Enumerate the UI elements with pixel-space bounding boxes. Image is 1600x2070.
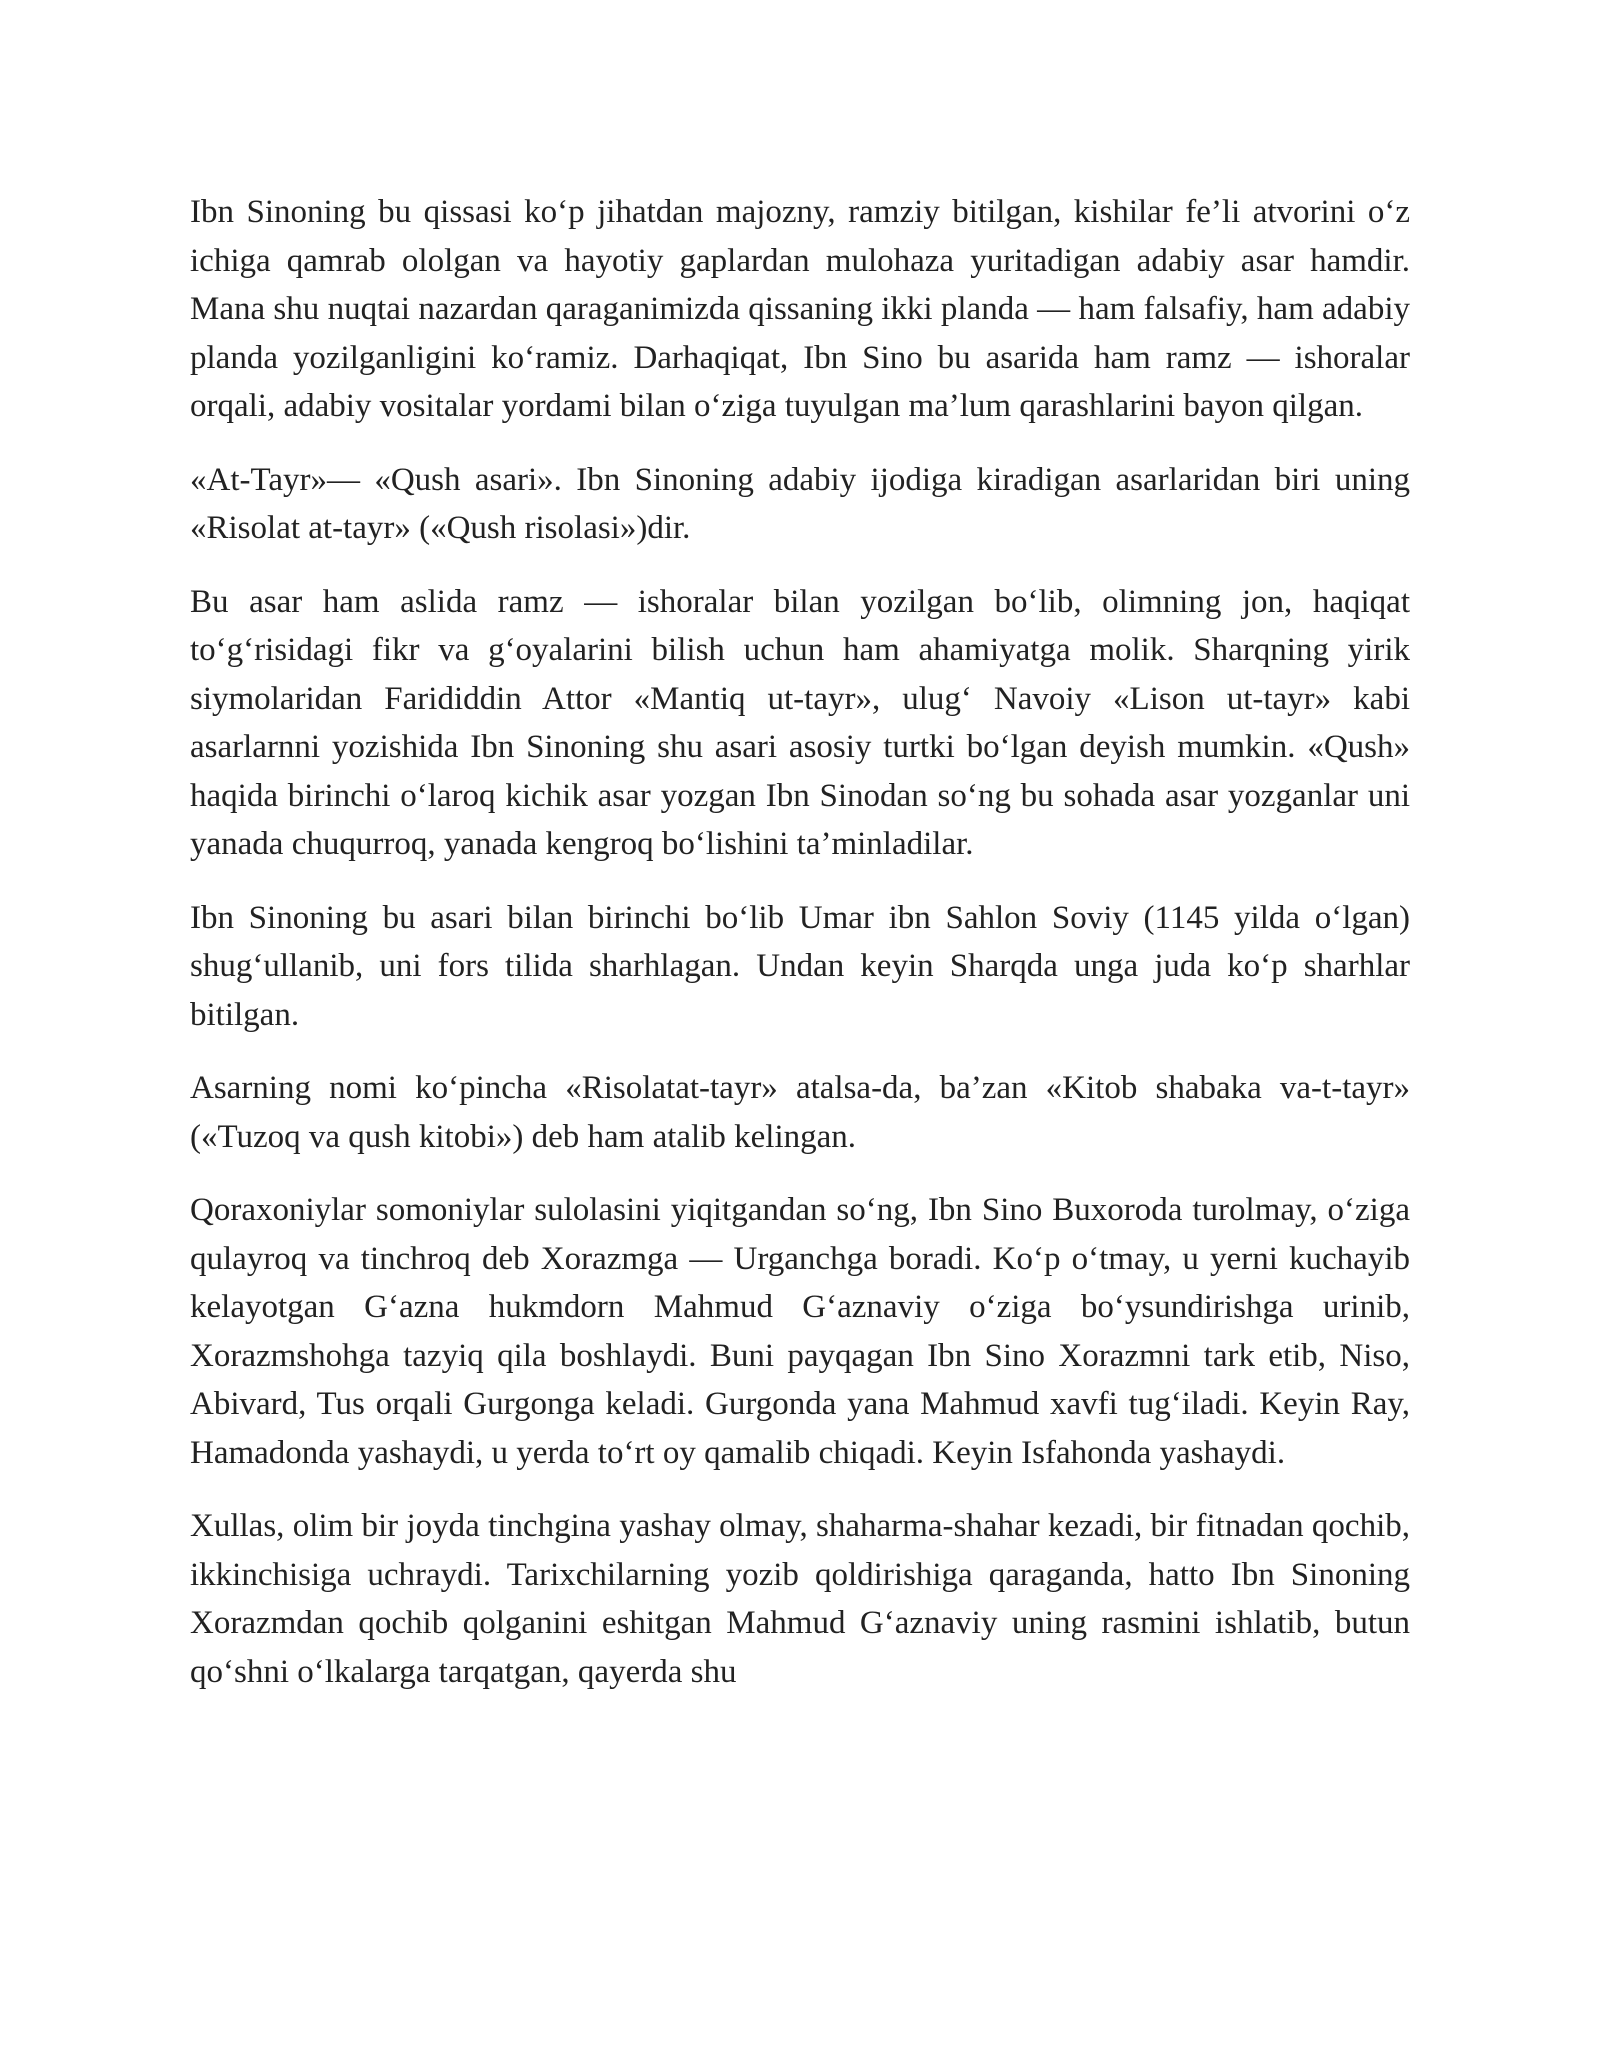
paragraph-2: «At-Tayr»— «Qush asari». Ibn Sinoning adabiy ijodiga kiradigan asarlaridan biri uning «Risolat at-tayr» («Qush risolasi»)dir.: [190, 461, 1410, 546]
document-page: [190, 188, 1410, 1721]
paragraph-6: Qoraxoniylar somoniylar sulolasini yiqitgandan so‘ng, Ibn Sino Buxoroda turolmay, o‘ziga qulayroq va tinchroq deb Xorazmga — Urganchga boradi. Ko‘p o‘tmay, u yerni kuchayib kelayotgan G‘azna hukmdorn Mahmud G‘aznaviy o‘ziga bo‘ysundirishga urinib, Xorazmshohga tazyiq qila boshlaydi. Buni payqagan Ibn Sino Xorazmni tark etib, Niso, Abivard, Tus orqali Gurgonga keladi. Gurgonda yana Mahmud xavfi tug‘iladi. Keyin Ray, Hamadonda yashaydi, u yerda to‘rt oy qamalib chiqadi. Keyin Isfahonda yashaydi.: [190, 1192, 1410, 1471]
paragraph-1: Ibn Sinoning bu qissasi ko‘p jihatdan majozny, ramziy bitilgan, kishilar fe’li atvorini o‘z ichiga qamrab ololgan va hayotiy gaplardan mulohaza yuritadigan adabiy asar hamdir. Mana shu nuqtai nazardan qaraganimizda qissaning ikki planda — ham falsafiy, ham adabiy planda yozilganligini ko‘ramiz. Darhaqiqat, Ibn Sino bu asarida ham ramz — ishoralar orqali, adabiy vositalar yordami bilan o‘ziga tuyulgan ma’lum qarashlarini bayon qilgan.: [190, 194, 1410, 424]
paragraph-7: Xullas, olim bir joyda tinchgina yashay olmay, shaharma-shahar kezadi, bir fitnadan qochib, ikkinchisiga uchraydi. Tarixchilarning yozib qoldirishiga qaraganda, hatto Ibn Sinoning Xorazmdan qochib qolganini eshitgan Mahmud G‘aznaviy uning rasmini ishlatib, butun qo‘shni o‘lkalarga tarqatgan, qayerda shu: [190, 1508, 1410, 1690]
paragraph-5: Asarning nomi ko‘pincha «Risolatat-tayr» atalsa-da, ba’zan «Kitob shabaka va-t-tayr» («Tuzoq va qush kitobi») deb ham atalib kelingan.: [190, 1070, 1410, 1155]
paragraph-3: Bu asar ham aslida ramz — ishoralar bilan yozilgan bo‘lib, olimning jon, haqiqat to‘g‘risidagi fikr va g‘oyalarini bilish uchun ham ahamiyatga molik. Sharqning yirik siymolaridan Farididdin Attor «Mantiq ut-tayr», ulug‘ Navoiy «Lison ut-tayr» kabi asarlarnni yozishida Ibn Sinoning shu asari asosiy turtki bo‘lgan deyish mumkin. «Qush» haqida birinchi o‘laroq kichik asar yozgan Ibn Sinodan so‘ng bu sohada asar yozganlar uni yanada chuqurroq, yanada kengroq bo‘lishini ta’minladilar.: [190, 583, 1410, 862]
paragraph-4: Ibn Sinoning bu asari bilan birinchi bo‘lib Umar ibn Sahlon Soviy (1145 yilda o‘lgan) shug‘ullanib, uni fors tilida sharhlagan. Undan keyin Sharqda unga juda ko‘p sharhlar bitilgan.: [190, 899, 1410, 1033]
